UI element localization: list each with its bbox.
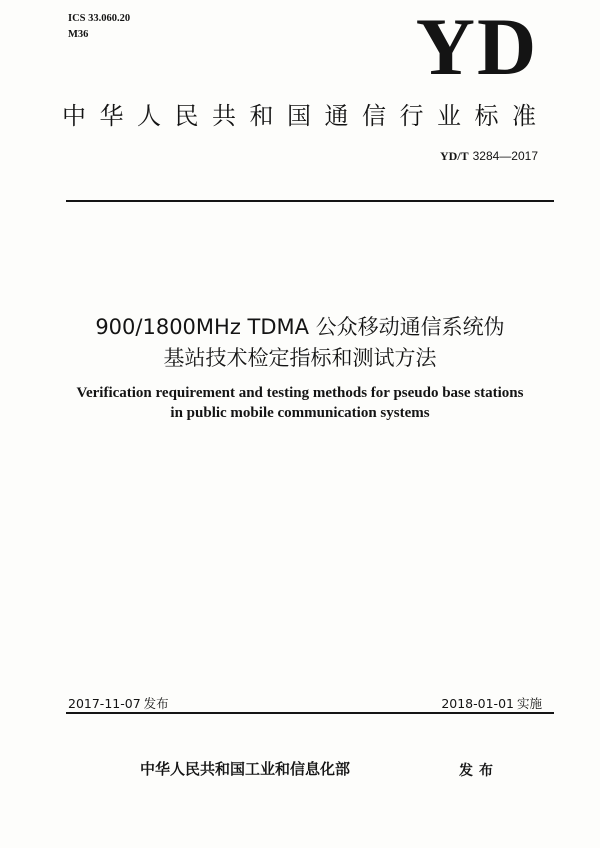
ics-code: ICS 33.060.20 [68, 13, 131, 24]
industry-standard-title: 中华人民共和国通信行业标准 [62, 102, 550, 130]
bottom-divider [66, 712, 554, 714]
publisher-name: 中华人民共和国工业和信息化部 [140, 760, 351, 778]
issue-date-label: 发布 [143, 696, 169, 711]
issue-date [68, 696, 169, 712]
standard-code: 3284—2017 [472, 149, 538, 163]
classification-code: M36 [68, 29, 89, 40]
top-divider [66, 200, 554, 202]
effective-date-label: 实施 [516, 696, 542, 711]
effective-date [441, 696, 542, 712]
issue-date-value: 2017-11-07 [68, 696, 141, 711]
effective-date-value: 2018-01-01 [441, 696, 514, 711]
english-title-line-1: Verification requirement and testing methods for pseudo base stations [76, 385, 524, 401]
standard-number [440, 149, 538, 164]
yd-logo: YD [415, 1, 539, 92]
chinese-title-line-1: 900/1800MHz TDMA 公众移动通信系统伪 [95, 315, 505, 339]
publish-label: 发布 [459, 763, 499, 779]
chinese-title-line-2: 基站技术检定指标和测试方法 [163, 346, 437, 370]
english-title-line-2: in public mobile communication systems [170, 405, 430, 421]
standard-prefix: YD/T [439, 149, 469, 163]
